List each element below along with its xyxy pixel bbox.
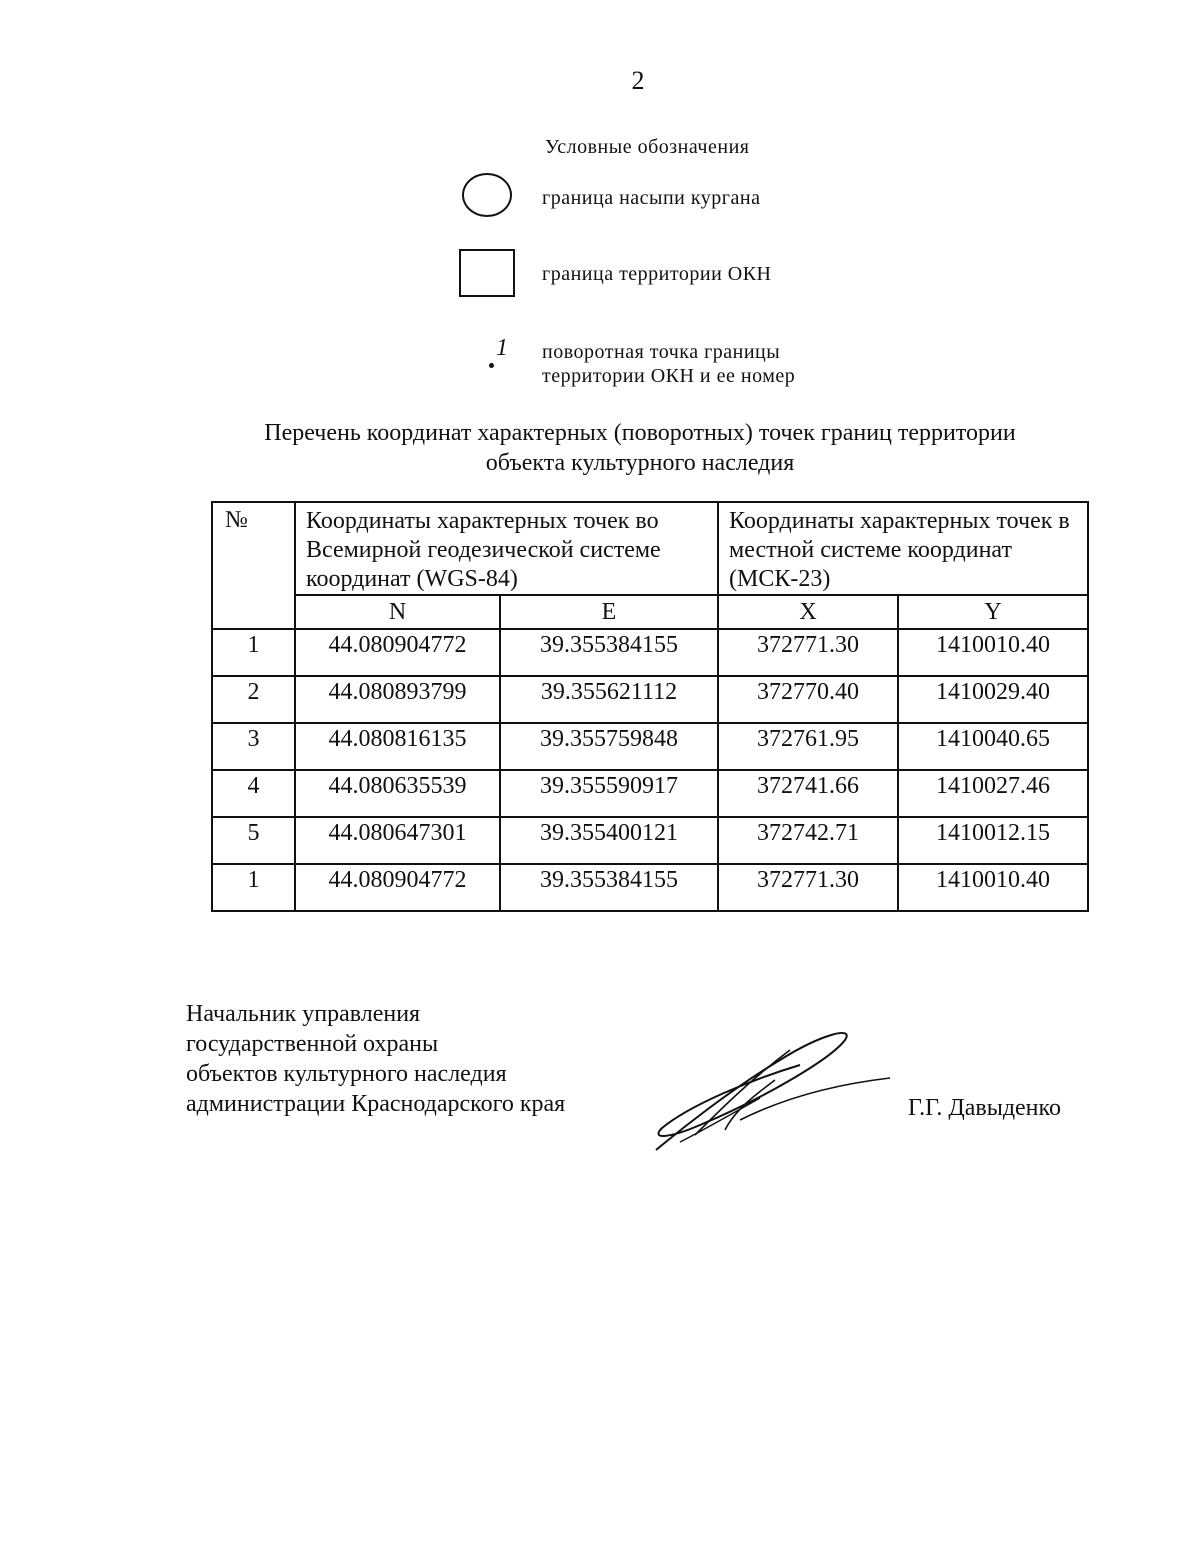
point-icon — [489, 363, 494, 368]
cell-x: 372771.30 — [718, 629, 898, 676]
cell-x: 372770.40 — [718, 676, 898, 723]
cell-n: 44.080904772 — [295, 864, 500, 911]
cell-n: 44.080647301 — [295, 817, 500, 864]
legend-item-territory-boundary: граница территории ОКН — [542, 263, 772, 285]
cell-e: 39.355759848 — [500, 723, 718, 770]
handwritten-signature — [640, 1020, 900, 1160]
subheader-e: E — [500, 595, 718, 629]
header-number: № — [212, 502, 295, 629]
legend-item-turning-point-line1: поворотная точка границы — [542, 341, 781, 363]
document-heading — [190, 418, 1090, 478]
legend-item-turning-point-line2: территории ОКН и ее номер — [542, 365, 796, 387]
cell-y: 1410012.15 — [898, 817, 1088, 864]
table-header-row — [212, 502, 1088, 595]
row-number: 2 — [212, 676, 295, 723]
cell-y: 1410029.40 — [898, 676, 1088, 723]
signer-name: Г.Г. Давыденко — [908, 1095, 1061, 1121]
row-number: 4 — [212, 770, 295, 817]
legend-title: Условные обозначения — [545, 136, 750, 158]
cell-n: 44.080904772 — [295, 629, 500, 676]
heading-line2: объекта культурного наследия — [485, 450, 795, 476]
cell-x: 372771.30 — [718, 864, 898, 911]
cell-e: 39.355384155 — [500, 864, 718, 911]
legend-item-turning-point — [542, 340, 795, 388]
table-row — [212, 817, 1088, 864]
cell-e: 39.355590917 — [500, 770, 718, 817]
cell-x: 372742.71 — [718, 817, 898, 864]
table-row — [212, 676, 1088, 723]
subheader-n: N — [295, 595, 500, 629]
point-marker-number: 1 — [496, 335, 508, 361]
header-wgs84: Координаты характерных точек во Всемирной геодезической системе координат (WGS-84) — [295, 502, 718, 595]
row-number: 3 — [212, 723, 295, 770]
heading-line1: Перечень координат характерных (поворотных) точек границ территории — [264, 420, 1016, 446]
coordinates-table — [211, 501, 1089, 912]
cell-x: 372741.66 — [718, 770, 898, 817]
signer-position-line1: Начальник управления — [186, 1001, 421, 1027]
cell-y: 1410040.65 — [898, 723, 1088, 770]
legend-item-mound-boundary: граница насыпи кургана — [542, 187, 761, 209]
subheader-x: X — [718, 595, 898, 629]
cell-n: 44.080816135 — [295, 723, 500, 770]
cell-e: 39.355384155 — [500, 629, 718, 676]
cell-e: 39.355621112 — [500, 676, 718, 723]
table-row — [212, 864, 1088, 911]
page-number: 2 — [631, 66, 645, 95]
header-msk23: Координаты характерных точек в местной системе координат (МСК-23) — [718, 502, 1088, 595]
signer-position-line4: администрации Краснодарского края — [186, 1091, 566, 1117]
signer-position-line2: государственной охраны — [186, 1031, 439, 1057]
square-icon — [459, 249, 515, 297]
cell-n: 44.080635539 — [295, 770, 500, 817]
table-subheader-row — [212, 595, 1088, 629]
row-number: 1 — [212, 629, 295, 676]
row-number: 1 — [212, 864, 295, 911]
cell-n: 44.080893799 — [295, 676, 500, 723]
cell-x: 372761.95 — [718, 723, 898, 770]
row-number: 5 — [212, 817, 295, 864]
subheader-y: Y — [898, 595, 1088, 629]
cell-e: 39.355400121 — [500, 817, 718, 864]
signer-position — [186, 999, 565, 1119]
table-row — [212, 770, 1088, 817]
signer-position-line3: объектов культурного наследия — [186, 1061, 507, 1087]
table-row — [212, 723, 1088, 770]
circle-icon — [462, 173, 512, 217]
cell-y: 1410010.40 — [898, 629, 1088, 676]
cell-y: 1410010.40 — [898, 864, 1088, 911]
cell-y: 1410027.46 — [898, 770, 1088, 817]
table-row — [212, 629, 1088, 676]
